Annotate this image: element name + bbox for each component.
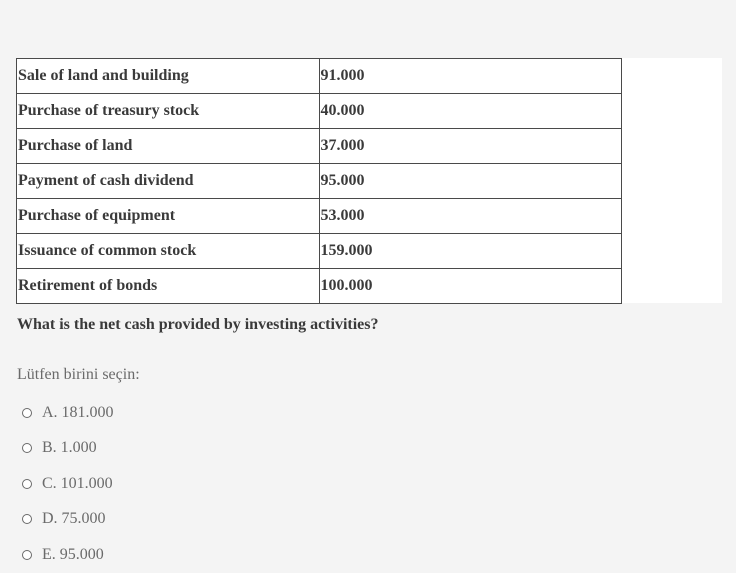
item-cell: Payment of cash dividend (17, 164, 320, 199)
option-label[interactable]: B. 1.000 (42, 439, 97, 457)
radio-button-b[interactable] (22, 443, 32, 453)
table-row (17, 59, 622, 94)
radio-button-a[interactable] (22, 408, 32, 418)
option-d[interactable] (22, 502, 114, 538)
option-label[interactable]: C. 101.000 (42, 474, 113, 492)
amount-cell: 95.000 (319, 164, 622, 199)
radio-button-c[interactable] (22, 479, 32, 489)
item-cell: Purchase of treasury stock (17, 94, 320, 129)
option-c[interactable] (22, 466, 114, 502)
table-row (17, 199, 622, 234)
amount-cell: 100.000 (319, 269, 622, 304)
table-row (17, 164, 622, 199)
amount-cell: 37.000 (319, 129, 622, 164)
amount-cell: 53.000 (319, 199, 622, 234)
item-cell: Purchase of equipment (17, 199, 320, 234)
table-row (17, 269, 622, 304)
answer-options (22, 395, 114, 573)
option-e[interactable] (22, 537, 114, 573)
table-row (17, 129, 622, 164)
radio-button-d[interactable] (22, 514, 32, 524)
item-cell: Retirement of bonds (17, 269, 320, 304)
table-row (17, 234, 622, 269)
cash-flow-table (16, 58, 622, 304)
option-a[interactable] (22, 395, 114, 431)
item-cell: Issuance of common stock (17, 234, 320, 269)
item-cell: Purchase of land (17, 129, 320, 164)
amount-cell: 91.000 (319, 59, 622, 94)
item-cell: Sale of land and building (17, 59, 320, 94)
question-text: What is the net cash provided by investing activities? (17, 316, 379, 333)
choose-one-prompt: Lütfen birini seçin: (17, 366, 140, 383)
radio-button-e[interactable] (22, 550, 32, 560)
option-label[interactable]: D. 75.000 (42, 510, 106, 528)
question-table-panel (16, 58, 722, 303)
amount-cell: 159.000 (319, 234, 622, 269)
option-label[interactable]: E. 95.000 (42, 545, 104, 563)
amount-cell: 40.000 (319, 94, 622, 129)
option-b[interactable] (22, 431, 114, 467)
option-label[interactable]: A. 181.000 (42, 403, 114, 421)
table-row (17, 94, 622, 129)
